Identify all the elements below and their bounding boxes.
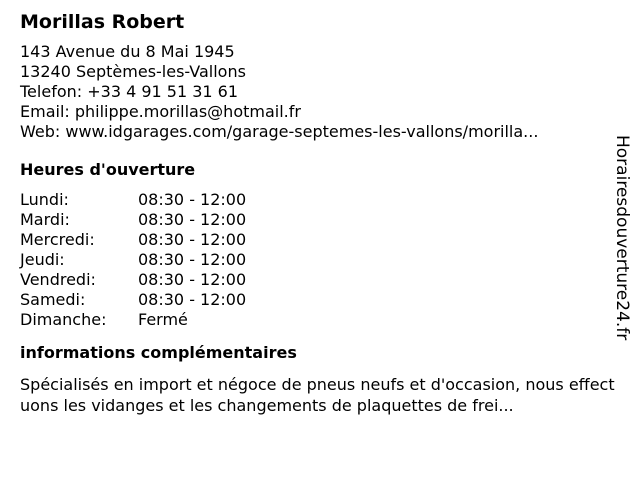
hours-row: [20, 210, 620, 230]
hours-row: [20, 310, 620, 330]
time-value: 08:30 - 12:00: [138, 230, 247, 249]
day-label: Samedi:: [20, 290, 86, 309]
business-name: Morillas Robert: [20, 11, 185, 33]
time-value: 08:30 - 12:00: [138, 250, 247, 269]
time-value: 08:30 - 12:00: [138, 290, 247, 309]
day-label: Vendredi:: [20, 270, 96, 289]
hours-row: [20, 250, 620, 270]
site-watermark: Horairesdouverture24.fr: [612, 135, 632, 341]
hours-row: [20, 290, 620, 310]
time-value: Fermé: [138, 310, 188, 329]
hours-row: [20, 190, 620, 210]
web-line[interactable]: Web: www.idgarages.com/garage-septemes-les-vallons/morilla...: [20, 122, 539, 141]
time-value: 08:30 - 12:00: [138, 190, 247, 209]
business-description: Spécialisés en import et négoce de pneus neufs et d'occasion, nous effectuons les vidanges et les changements de plaquettes de frei...: [20, 375, 615, 415]
opening-hours-heading: Heures d'ouverture: [20, 160, 196, 179]
opening-hours-table: [20, 190, 620, 330]
business-card: [20, 10, 620, 416]
address-line-1: 143 Avenue du 8 Mai 1945: [20, 42, 235, 61]
day-label: Lundi:: [20, 190, 69, 209]
address-line-2: 13240 Septèmes-les-Vallons: [20, 62, 246, 81]
additional-info-heading: informations complémentaires: [20, 343, 297, 362]
day-label: Dimanche:: [20, 310, 107, 329]
phone-line[interactable]: Telefon: +33 4 91 51 31 61: [20, 82, 239, 101]
day-label: Mercredi:: [20, 230, 95, 249]
day-label: Jeudi:: [20, 250, 65, 269]
hours-row: [20, 270, 620, 290]
time-value: 08:30 - 12:00: [138, 210, 247, 229]
day-label: Mardi:: [20, 210, 70, 229]
email-line[interactable]: Email: philippe.morillas@hotmail.fr: [20, 102, 301, 121]
time-value: 08:30 - 12:00: [138, 270, 247, 289]
hours-row: [20, 230, 620, 250]
